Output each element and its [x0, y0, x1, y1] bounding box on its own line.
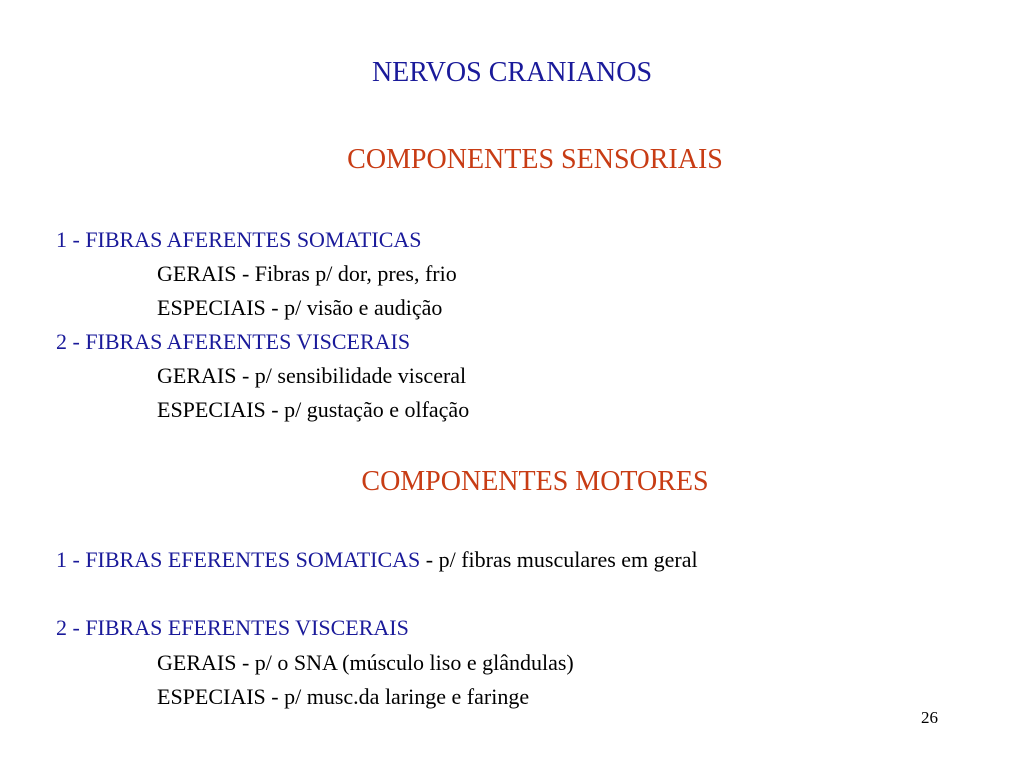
motor-components-heading: COMPONENTES MOTORES — [361, 466, 709, 497]
efferent-somatic-line — [56, 544, 698, 576]
afferent-visceral-label: 2 - FIBRAS AFERENTES VISCERAIS — [56, 329, 411, 354]
efferent-visceral-label: 2 - FIBRAS EFERENTES VISCERAIS — [56, 615, 409, 640]
afferent-somatic-label: 1 - FIBRAS AFERENTES SOMATICAS — [56, 227, 422, 252]
afferent-visceral-special: ESPECIAIS - p/ gustação e olfação — [157, 397, 470, 422]
page-number: 26 — [921, 708, 938, 727]
afferent-somatic-general: GERAIS - Fibras p/ dor, pres, frio — [157, 261, 457, 286]
efferent-visceral-general: GERAIS - p/ o SNA (músculo liso e glândulas) — [157, 650, 574, 675]
efferent-somatic-description: - p/ fibras musculares em geral — [420, 547, 698, 572]
efferent-somatic-label: 1 - FIBRAS EFERENTES SOMATICAS — [56, 547, 421, 572]
sensory-components-heading: COMPONENTES SENSORIAIS — [347, 144, 723, 175]
slide-title: NERVOS CRANIANOS — [371, 57, 653, 88]
efferent-visceral-special: ESPECIAIS - p/ musc.da laringe e faringe — [157, 684, 530, 709]
afferent-somatic-special: ESPECIAIS - p/ visão e audição — [157, 295, 443, 320]
afferent-visceral-general: GERAIS - p/ sensibilidade visceral — [157, 363, 467, 388]
